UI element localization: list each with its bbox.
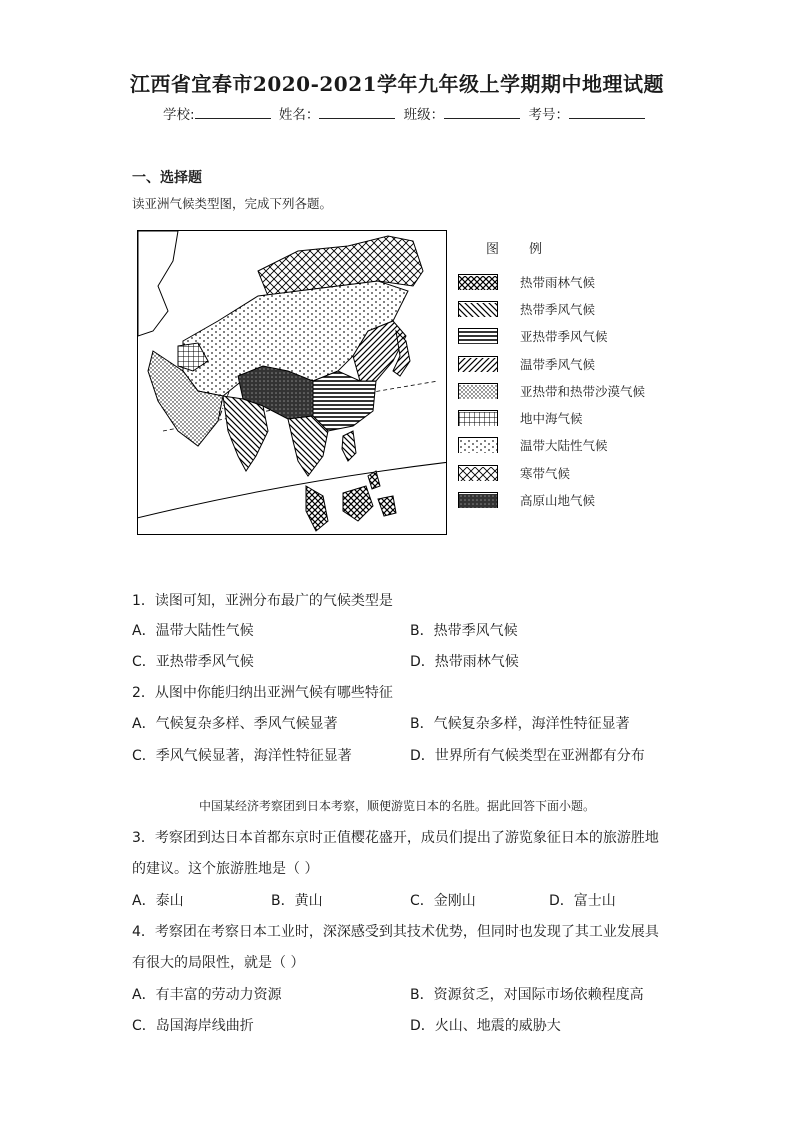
legend-swatch-dots-dense [458, 383, 498, 399]
legend-label: 高原山地气候 [520, 493, 596, 509]
question-1-option-d[interactable]: D．热带雨林气候 [410, 654, 519, 670]
legend-item [458, 268, 698, 295]
question-2-option-a[interactable]: A．气候复杂多样、季风气候显著 [132, 716, 338, 732]
legend-swatch-diag-cross [458, 465, 498, 481]
school-label: 学校: [163, 107, 195, 123]
exam-number-blank[interactable] [569, 106, 645, 119]
question-3-option-c[interactable]: C．金刚山 [410, 893, 476, 909]
legend-label: 寒带气候 [520, 465, 571, 481]
question-1-option-b[interactable]: B．热带季风气候 [410, 623, 518, 639]
question-3-option-b[interactable]: B．黄山 [271, 893, 323, 909]
question-1-option-a[interactable]: A．温带大陆性气候 [132, 623, 254, 639]
reading-passage: 中国某经济考察团到日本考察，顺便游览日本的名胜。据此回答下面小题。 [198, 799, 595, 813]
legend-label: 热带雨林气候 [520, 274, 596, 290]
question-1-option-c[interactable]: C．亚热带季风气候 [132, 654, 254, 670]
asia-map-drawing [138, 231, 447, 535]
question-3-stem-cont: 的建议。这个旅游胜地是（ ） [132, 861, 319, 877]
legend-item [458, 459, 698, 486]
legend-label: 亚热带和热带沙漠气候 [520, 383, 646, 399]
school-blank[interactable] [195, 106, 271, 119]
legend-item [458, 486, 698, 513]
question-4-option-b[interactable]: B．资源贫乏，对国际市场依赖程度高 [410, 987, 644, 1003]
legend-item [458, 377, 698, 404]
legend-swatch-crosshatch [458, 274, 498, 290]
legend-item [458, 323, 698, 350]
legend-item [458, 432, 698, 459]
legend-label: 热带季风气候 [520, 301, 596, 317]
question-3-option-d[interactable]: D．富士山 [549, 893, 616, 909]
question-3-stem: 3．考察团到达日本首都东京时正值樱花盛开，成员们提出了游览象征日本的旅游胜地 [132, 830, 659, 846]
legend-label: 温带季风气候 [520, 356, 596, 372]
question-4-option-a[interactable]: A．有丰富的劳动力资源 [132, 987, 282, 1003]
question-2-option-c[interactable]: C．季风气候显著，海洋性特征显著 [132, 748, 352, 764]
map-legend [458, 238, 698, 514]
question-2-stem: 2．从图中你能归纳出亚洲气候有哪些特征 [132, 685, 393, 701]
exam-number-label: 考号： [528, 107, 569, 123]
asia-climate-map [137, 230, 447, 535]
student-info-line [163, 103, 649, 123]
legend-title: 图例 [486, 242, 573, 257]
legend-swatch-dark [458, 492, 498, 508]
section-title: 一、选择题 [132, 170, 202, 186]
question-3-option-a[interactable]: A．泰山 [132, 893, 184, 909]
question-4-stem: 4．考察团在考察日本工业时，深深感受到其技术优势，但同时也发现了其工业发展具 [132, 924, 659, 940]
legend-swatch-horizontal [458, 328, 498, 344]
legend-item [458, 295, 698, 322]
name-blank[interactable] [319, 106, 395, 119]
exam-title: 江西省宜春市2020-2021学年九年级上学期期中地理试题 [129, 72, 665, 96]
legend-swatch-grid [458, 410, 498, 426]
legend-swatch-diag-fwd [458, 356, 498, 372]
legend-item [458, 350, 698, 377]
legend-label: 亚热带季风气候 [520, 329, 608, 345]
question-2-option-b[interactable]: B．气候复杂多样，海洋性特征显著 [410, 716, 630, 732]
question-4-option-d[interactable]: D．火山、地震的威胁大 [410, 1018, 561, 1034]
map-intro: 读亚洲气候类型图，完成下列各题。 [132, 196, 333, 211]
legend-swatch-dashes [458, 437, 498, 453]
question-4-stem-cont: 有很大的局限性，就是（ ） [132, 955, 305, 971]
class-label: 班级： [403, 107, 445, 123]
legend-label: 地中海气候 [520, 411, 583, 427]
question-4-option-c[interactable]: C．岛国海岸线曲折 [132, 1018, 254, 1034]
legend-item [458, 404, 698, 431]
legend-label: 温带大陆性气候 [520, 438, 608, 454]
class-blank[interactable] [444, 106, 520, 119]
question-2-option-d[interactable]: D．世界所有气候类型在亚洲都有分布 [410, 748, 645, 764]
name-label: 姓名： [278, 107, 320, 123]
question-1-stem: 1．读图可知，亚洲分布最广的气候类型是 [132, 593, 393, 609]
legend-swatch-diag-back [458, 301, 498, 317]
